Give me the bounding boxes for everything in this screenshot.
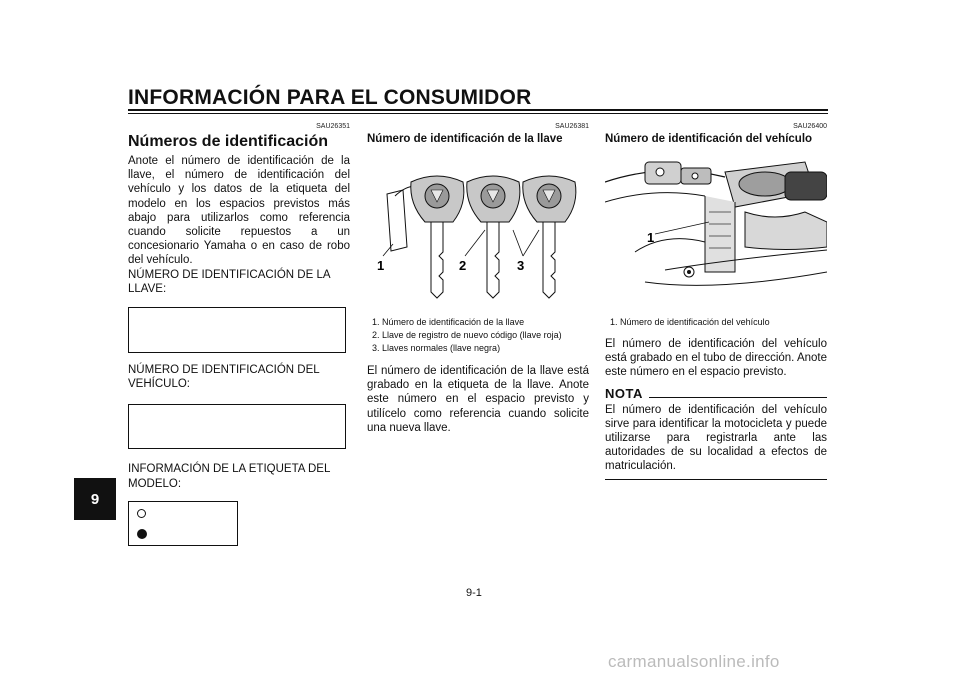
caption-item: 2. Llave de registro de nuevo código (llave roja) xyxy=(372,330,562,340)
section-code: SAU26400 xyxy=(793,123,827,130)
caption-item: 1. Número de identificación de la llave xyxy=(372,317,525,327)
section-code: SAU26351 xyxy=(316,123,350,130)
page-number: 9-1 xyxy=(466,587,482,599)
callout-2: 2 xyxy=(459,258,467,273)
nota-text: El número de identificación del vehículo sirve para identificar la motocicleta y puede utilizarse para registrarla ante las autoridades de su localidad a efectos de matriculación. xyxy=(605,403,827,473)
callout-1: 1 xyxy=(647,230,655,245)
intro-paragraph: Anote el número de identificación de la llave, el número de identificación del vehículo y los datos de la etiqueta del modelo en los espacios previstos más abajo para utilizarlos como referencia cuando solicite repuestos a un concesionario Yamaha o en caso de robo del vehículo. xyxy=(128,155,350,267)
key-body-paragraph: El número de identificación de la llave está grabado en la etiqueta de la llave. Anote este número en el espacio previsto y utilícelo como referencia cuando solicite una nueva llave. xyxy=(367,365,589,434)
caption-item: 3. Llaves normales (llave negra) xyxy=(372,343,501,353)
key-tag xyxy=(387,190,407,251)
callout-1: 1 xyxy=(377,258,385,273)
open-circle-icon xyxy=(137,509,146,518)
vin-body-paragraph: El número de identificación del vehículo está grabado en el tubo de dirección. Anote este número en el espacio previsto. xyxy=(605,338,827,379)
section-heading: Número de identificación de la llave xyxy=(367,133,563,145)
key-3 xyxy=(523,176,576,298)
vin-field xyxy=(128,404,346,449)
key-captions xyxy=(367,316,589,354)
key-2 xyxy=(467,176,520,298)
vin-label: NÚMERO DE IDENTIFICACIÓN DEL VEHÍCULO: xyxy=(128,364,320,391)
filled-circle-icon xyxy=(137,529,147,539)
steering-head-illustration xyxy=(605,152,827,302)
callout-3: 3 xyxy=(517,258,525,273)
nota-end-rule xyxy=(605,479,827,480)
key-number-label: NÚMERO DE IDENTIFICACIÓN DE LA LLAVE: xyxy=(128,268,330,295)
chapter-tab: 9 xyxy=(74,478,116,520)
keys-illustration xyxy=(367,152,589,302)
watermark: carmanualsonline.info xyxy=(608,652,780,671)
nota-rule xyxy=(649,397,827,398)
left-column xyxy=(128,123,350,546)
model-label-label: INFORMACIÓN DE LA ETIQUETA DEL MODELO: xyxy=(128,463,330,490)
section-code: SAU26381 xyxy=(555,123,589,130)
model-label-field xyxy=(128,501,238,546)
middle-column xyxy=(367,123,589,435)
right-column xyxy=(605,123,827,480)
nota-label: NOTA xyxy=(605,385,643,401)
header-rule-thin xyxy=(128,113,828,114)
header-rule xyxy=(128,109,828,111)
vin-caption: 1. Número de identificación del vehículo xyxy=(610,317,770,327)
page-title: INFORMACIÓN PARA EL CONSUMIDOR xyxy=(128,86,532,109)
section-heading: Número de identificación del vehículo xyxy=(605,133,813,145)
section-heading: Números de identificación xyxy=(128,133,329,150)
key-1 xyxy=(411,176,467,298)
key-number-field xyxy=(128,307,346,353)
nota-header xyxy=(605,386,827,401)
